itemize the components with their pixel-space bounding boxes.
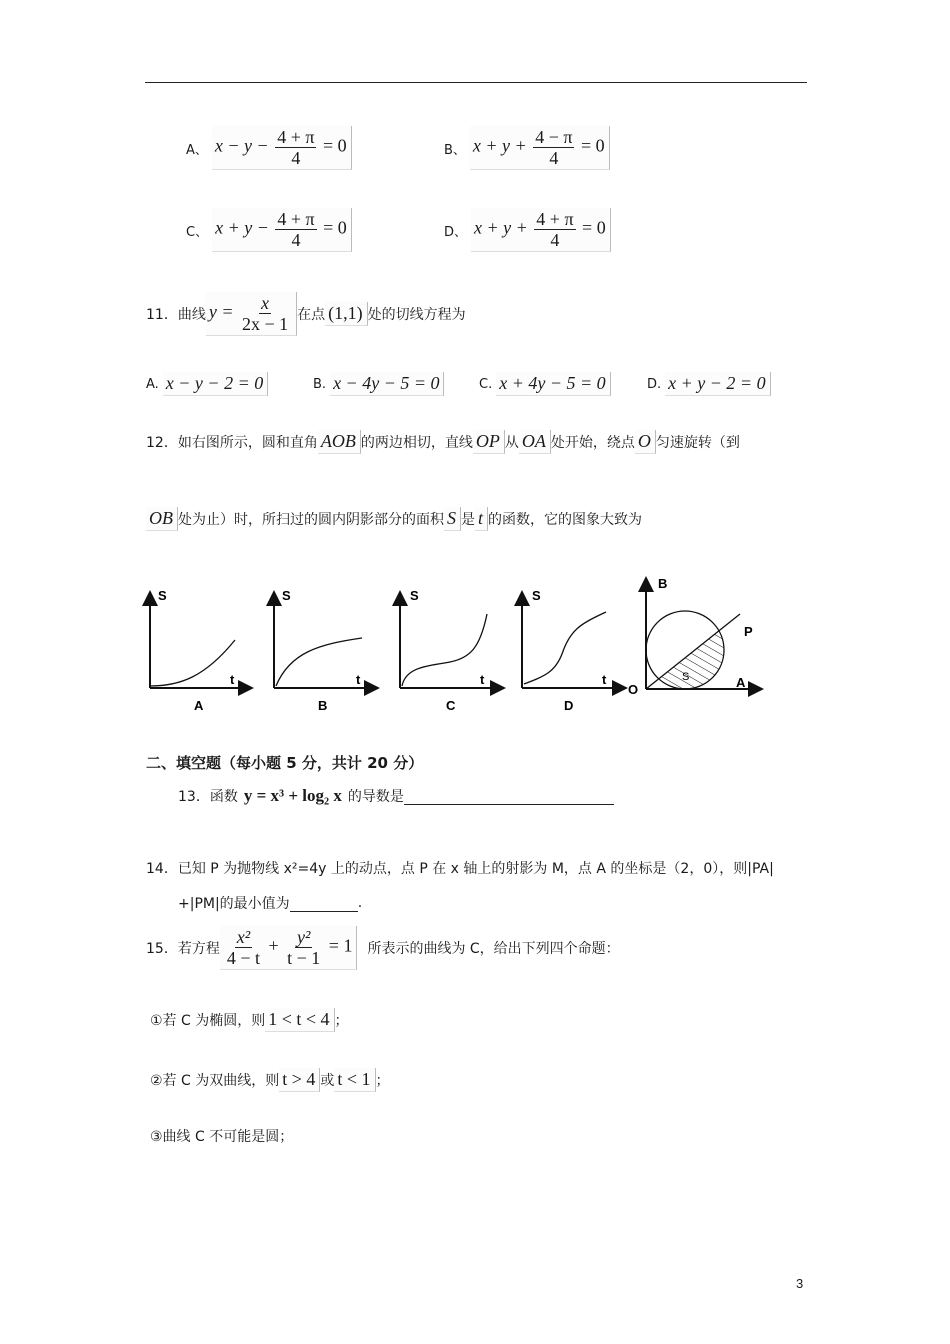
section-title: 二、填空题（每小题 5 分，共计 20 分） (146, 754, 424, 772)
q10-option-a[interactable] (186, 126, 352, 170)
q14-line1: 14．已知 P 为抛物线 x²=4y 上的动点，点 P 在 x 轴上的射影为 M，点 A 的坐标是（2，0），则|PA| (146, 861, 774, 877)
q15-stem: 15．若方程 $\frac{\text{x²}}{4 - t}$ + $\frac{\text{y²}}{t - 1}$ = 1 所表示的曲线为 C，给出下列四个命题： (146, 927, 620, 968)
q12-line1: 12．如右图所示，圆和直角 AOB 的两边相切，直线 OP 从 OA 处开始，绕点 O 匀速旋转（到 (146, 430, 740, 454)
point-o-label: O (628, 682, 639, 697)
option-expr: x + y − $\frac{4 + \pi}{4}$ = 0 (212, 208, 352, 252)
point-p-label: P (744, 624, 753, 639)
graph-c-curve (402, 614, 487, 686)
page-number: 3 (796, 1276, 804, 1291)
graph-c[interactable] (400, 588, 502, 713)
q15-item-2: ②若 C 为双曲线，则 t > 4 或 t < 1 ； (150, 1068, 390, 1092)
q10-option-d[interactable] (444, 208, 611, 252)
graph-label-c: C (446, 698, 456, 713)
q12-line2: OB 处为止）时，所扫过的圆内阴影部分的面积 S 是 t 的函数，它的图象大致为 (146, 507, 642, 531)
q14-answer-blank[interactable] (290, 895, 358, 912)
option-expr: x − y − 2 = 0 (163, 372, 268, 396)
q10-option-b[interactable] (444, 126, 610, 170)
graph-label-a: A (194, 698, 204, 713)
q13-stem: 13．函数 y = x³ + log₂ x 的导数是 (178, 786, 614, 806)
graph-d-curve (524, 612, 606, 684)
q11-point: (1,1) (325, 302, 368, 326)
graph-a-curve (150, 640, 235, 686)
graph-b[interactable] (274, 588, 376, 713)
axis-t-label: t (602, 672, 607, 687)
option-expr: x − 4y − 5 = 0 (330, 372, 444, 396)
q15-item-1: ①若 C 为椭圆，则 1 < t < 4 ； (150, 1008, 349, 1032)
axis-t-label: t (480, 672, 485, 687)
q13-answer-blank[interactable] (404, 788, 614, 805)
q14-line2: +|PM|的最小值为 . (178, 895, 363, 912)
option-expr: x + y − 2 = 0 (665, 372, 770, 396)
axis-t-label: t (356, 672, 361, 687)
option-label: D、 (444, 224, 468, 240)
option-expr: x + 4y − 5 = 0 (496, 372, 610, 396)
point-b-label: B (658, 576, 668, 591)
area-s-label: S (682, 671, 690, 683)
graph-b-curve (276, 638, 362, 686)
header-rule (145, 82, 807, 83)
axis-s-label: S (410, 588, 419, 603)
q12-graphs (130, 572, 780, 722)
axis-t-label: t (230, 672, 235, 687)
q11-option-a[interactable]: A. x − y − 2 = 0 (146, 372, 268, 396)
circle-figure (628, 576, 760, 697)
graph-label-b: B (318, 698, 328, 713)
q11-function: y = $\frac{x}{2x - 1}$ (206, 292, 297, 336)
q10-option-c[interactable] (186, 208, 352, 252)
graph-a[interactable] (150, 588, 250, 713)
q15-equation: $\frac{\text{x²}}{4 - t}$ + $\frac{\text{y²}}{t - 1}$ = 1 (220, 926, 358, 970)
q11-option-c[interactable]: C. x + 4y − 5 = 0 (479, 372, 611, 396)
axis-s-label: S (282, 588, 291, 603)
option-label: C、 (186, 224, 209, 240)
q13-function: y = x³ + log₂ x (243, 786, 342, 805)
axis-s-label: S (158, 588, 167, 603)
point-a-label: A (736, 675, 746, 690)
q11-stem: 11．曲线 y = $\frac{x}{2x - 1}$ 在点 (1,1) 处的切线方程为 (146, 293, 466, 334)
option-label: B、 (444, 142, 466, 158)
graph-d[interactable] (522, 588, 624, 713)
graph-label-d: D (564, 698, 574, 713)
option-expr: x + y + $\frac{4 - \pi}{4}$ = 0 (470, 126, 610, 170)
q11-option-d[interactable]: D. x + y − 2 = 0 (647, 372, 771, 396)
q15-item-3: ③曲线 C 不可能是圆； (150, 1129, 294, 1145)
option-expr: x + y + $\frac{4 + \pi}{4}$ = 0 (471, 208, 611, 252)
q11-option-b[interactable]: B. x − 4y − 5 = 0 (313, 372, 444, 396)
axis-s-label: S (532, 588, 541, 603)
option-label: A、 (186, 142, 208, 158)
option-expr: x − y − $\frac{4 + \pi}{4}$ = 0 (212, 126, 352, 170)
